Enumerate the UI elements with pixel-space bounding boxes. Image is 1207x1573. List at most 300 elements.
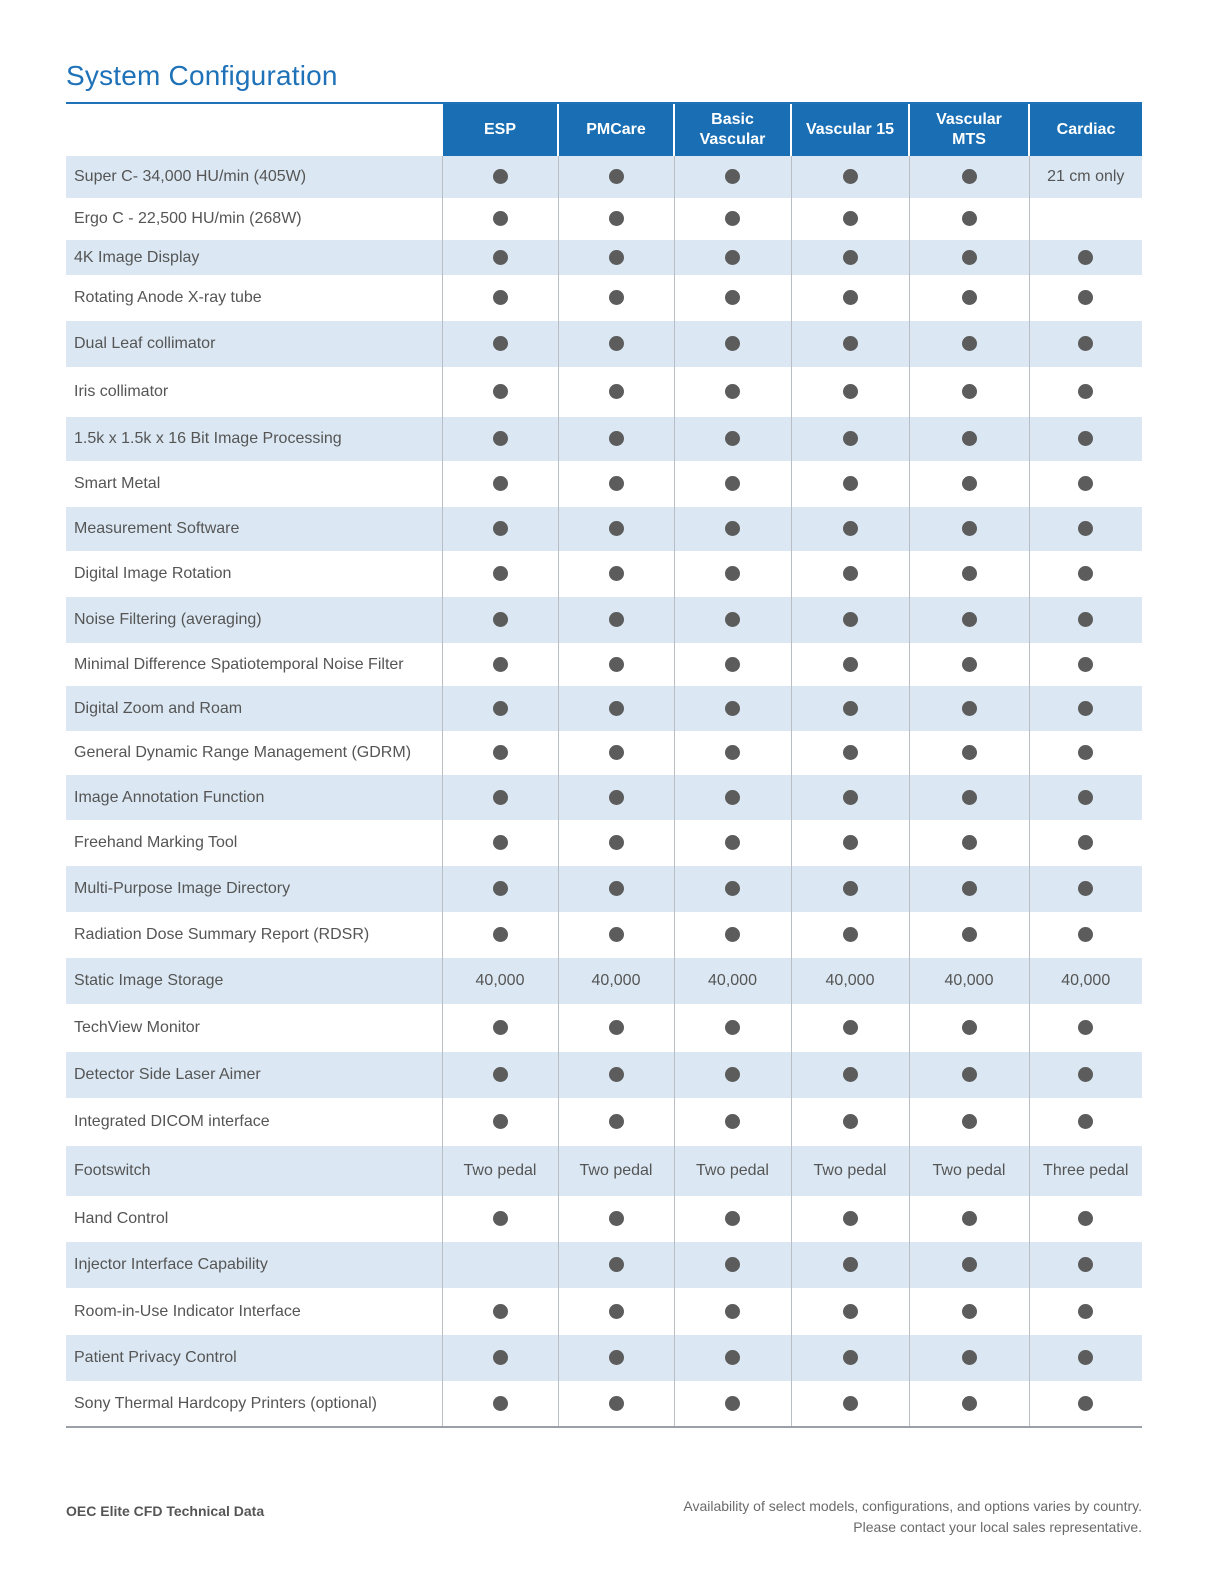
table-cell: [1029, 1004, 1142, 1052]
included-dot-icon: [725, 476, 740, 491]
included-dot-icon: [493, 657, 508, 672]
included-dot-icon: [493, 790, 508, 805]
feature-label: Patient Privacy Control: [66, 1335, 442, 1381]
included-dot-icon: [843, 290, 858, 305]
included-dot-icon: [1078, 881, 1093, 896]
included-dot-icon: [725, 790, 740, 805]
table-cell: [909, 1381, 1029, 1427]
table-row: [66, 958, 1142, 1004]
table-cell: [791, 1004, 909, 1052]
table-cell: [558, 461, 674, 507]
included-dot-icon: [843, 1114, 858, 1129]
included-dot-icon: [843, 1257, 858, 1272]
feature-label: TechView Monitor: [66, 1004, 442, 1052]
included-dot-icon: [1078, 250, 1093, 265]
included-dot-icon: [962, 881, 977, 896]
included-dot-icon: [609, 1020, 624, 1035]
table-cell: [791, 1052, 909, 1098]
table-cell: [909, 686, 1029, 731]
page-title: System Configuration: [66, 60, 338, 91]
table-cell: [674, 686, 791, 731]
table-cell: 40,000: [791, 958, 909, 1004]
feature-label: Freehand Marking Tool: [66, 820, 442, 866]
table-cell: [909, 866, 1029, 912]
table-cell: [1029, 321, 1142, 367]
included-dot-icon: [1078, 1067, 1093, 1082]
table-cell: [674, 367, 791, 417]
table-cell: Two pedal: [558, 1146, 674, 1196]
included-dot-icon: [1078, 431, 1093, 446]
included-dot-icon: [725, 566, 740, 581]
table-cell: [791, 866, 909, 912]
included-dot-icon: [725, 745, 740, 760]
table-cell: [909, 461, 1029, 507]
table-cell: [558, 1052, 674, 1098]
table-cell: Two pedal: [791, 1146, 909, 1196]
included-dot-icon: [609, 336, 624, 351]
table-cell: [909, 367, 1029, 417]
table-cell: [1029, 1335, 1142, 1381]
table-cell: [909, 1004, 1029, 1052]
included-dot-icon: [493, 1396, 508, 1411]
table-cell: [791, 551, 909, 597]
table-cell: [674, 597, 791, 643]
feature-label: 4K Image Display: [66, 240, 442, 275]
included-dot-icon: [609, 566, 624, 581]
feature-label: Sony Thermal Hardcopy Printers (optional): [66, 1381, 442, 1427]
included-dot-icon: [843, 657, 858, 672]
included-dot-icon: [609, 657, 624, 672]
feature-label: Iris collimator: [66, 367, 442, 417]
included-dot-icon: [725, 927, 740, 942]
included-dot-icon: [609, 250, 624, 265]
included-dot-icon: [725, 1350, 740, 1365]
included-dot-icon: [1078, 835, 1093, 850]
table-cell: [442, 1052, 558, 1098]
table-cell: [558, 686, 674, 731]
feature-column-header: [66, 104, 442, 156]
table-cell: [1029, 1052, 1142, 1098]
table-cell: [1029, 367, 1142, 417]
included-dot-icon: [843, 835, 858, 850]
feature-label: General Dynamic Range Management (GDRM): [66, 731, 442, 775]
table-cell: [791, 643, 909, 686]
table-cell: [909, 731, 1029, 775]
table-cell: [558, 198, 674, 240]
table-bottom-rule: [66, 1426, 1142, 1428]
table-cell: [674, 156, 791, 198]
included-dot-icon: [493, 1020, 508, 1035]
table-cell: [558, 1242, 674, 1288]
included-dot-icon: [493, 1350, 508, 1365]
feature-label: Smart Metal: [66, 461, 442, 507]
table-cell: [442, 156, 558, 198]
feature-label: Hand Control: [66, 1196, 442, 1242]
included-dot-icon: [493, 612, 508, 627]
included-dot-icon: [725, 1257, 740, 1272]
included-dot-icon: [843, 612, 858, 627]
included-dot-icon: [962, 250, 977, 265]
included-dot-icon: [962, 927, 977, 942]
included-dot-icon: [962, 1020, 977, 1035]
table-cell: [1029, 507, 1142, 551]
table-cell: [558, 731, 674, 775]
table-cell: [909, 507, 1029, 551]
table-cell: [442, 731, 558, 775]
table-cell: [674, 240, 791, 275]
table-cell: [1029, 643, 1142, 686]
included-dot-icon: [843, 476, 858, 491]
table-cell: [1029, 1196, 1142, 1242]
table-cell: [1029, 775, 1142, 820]
table-cell: [674, 551, 791, 597]
included-dot-icon: [843, 384, 858, 399]
table-cell: [558, 643, 674, 686]
included-dot-icon: [1078, 384, 1093, 399]
included-dot-icon: [609, 835, 624, 850]
table-cell: [791, 240, 909, 275]
table-cell: [791, 1242, 909, 1288]
table-cell: [442, 597, 558, 643]
feature-label: Super C- 34,000 HU/min (405W): [66, 156, 442, 198]
table-cell: [791, 1335, 909, 1381]
table-cell: [791, 912, 909, 958]
table-cell: [558, 866, 674, 912]
included-dot-icon: [493, 476, 508, 491]
included-dot-icon: [962, 1396, 977, 1411]
table-cell: [442, 198, 558, 240]
table-cell: [909, 275, 1029, 321]
included-dot-icon: [843, 431, 858, 446]
table-cell: [558, 156, 674, 198]
table-cell: [674, 820, 791, 866]
included-dot-icon: [843, 1067, 858, 1082]
included-dot-icon: [1078, 1020, 1093, 1035]
included-dot-icon: [843, 169, 858, 184]
included-dot-icon: [609, 1396, 624, 1411]
table-cell: 40,000: [1029, 958, 1142, 1004]
table-cell: 21 cm only: [1029, 156, 1142, 198]
included-dot-icon: [725, 1020, 740, 1035]
included-dot-icon: [725, 701, 740, 716]
table-row: [66, 1335, 1142, 1381]
table-cell: [442, 1004, 558, 1052]
included-dot-icon: [609, 745, 624, 760]
included-dot-icon: [493, 1304, 508, 1319]
table-cell: [442, 507, 558, 551]
included-dot-icon: [1078, 1114, 1093, 1129]
table-cell: [558, 912, 674, 958]
table-cell: [442, 417, 558, 461]
table-cell: [442, 551, 558, 597]
table-cell: [1029, 912, 1142, 958]
table-cell: [1029, 198, 1142, 240]
table-cell: [442, 1098, 558, 1146]
included-dot-icon: [843, 250, 858, 265]
column-header-pmcare: PMCare: [558, 104, 674, 156]
included-dot-icon: [962, 1067, 977, 1082]
table-cell: [1029, 551, 1142, 597]
included-dot-icon: [843, 336, 858, 351]
table-cell: Two pedal: [909, 1146, 1029, 1196]
table-cell: [1029, 1242, 1142, 1288]
included-dot-icon: [843, 1396, 858, 1411]
table-cell: [791, 686, 909, 731]
included-dot-icon: [962, 657, 977, 672]
column-header-basic-vascular: Basic Vascular: [674, 104, 791, 156]
included-dot-icon: [843, 1211, 858, 1226]
table-cell: [558, 1381, 674, 1427]
table-cell: Two pedal: [674, 1146, 791, 1196]
table-cell: [442, 240, 558, 275]
table-cell: [909, 156, 1029, 198]
included-dot-icon: [725, 612, 740, 627]
table-row: [66, 367, 1142, 417]
feature-label: Detector Side Laser Aimer: [66, 1052, 442, 1098]
table-cell: [674, 461, 791, 507]
table-cell: [791, 1098, 909, 1146]
included-dot-icon: [843, 745, 858, 760]
table-cell: [558, 551, 674, 597]
included-dot-icon: [843, 1304, 858, 1319]
included-dot-icon: [609, 612, 624, 627]
included-dot-icon: [725, 211, 740, 226]
included-dot-icon: [843, 790, 858, 805]
table-cell: [1029, 866, 1142, 912]
configuration-table: [66, 104, 1142, 1427]
table-cell: [442, 1381, 558, 1427]
included-dot-icon: [725, 336, 740, 351]
table-cell: [558, 775, 674, 820]
included-dot-icon: [609, 790, 624, 805]
table-cell: [558, 321, 674, 367]
table-cell: Two pedal: [442, 1146, 558, 1196]
table-cell: [558, 1098, 674, 1146]
included-dot-icon: [609, 1350, 624, 1365]
table-cell: [909, 912, 1029, 958]
included-dot-icon: [725, 1067, 740, 1082]
included-dot-icon: [962, 1211, 977, 1226]
included-dot-icon: [725, 290, 740, 305]
table-cell: [1029, 240, 1142, 275]
table-cell: [674, 731, 791, 775]
table-row: [66, 597, 1142, 643]
included-dot-icon: [725, 250, 740, 265]
feature-label: Measurement Software: [66, 507, 442, 551]
table-cell: [1029, 820, 1142, 866]
table-body: [66, 156, 1142, 1427]
table-cell: [909, 643, 1029, 686]
included-dot-icon: [1078, 657, 1093, 672]
table-row: [66, 1196, 1142, 1242]
included-dot-icon: [609, 1257, 624, 1272]
table-row: [66, 156, 1142, 198]
feature-label: Static Image Storage: [66, 958, 442, 1004]
table-cell: [442, 1242, 558, 1288]
table-row: [66, 275, 1142, 321]
table-cell: [909, 240, 1029, 275]
included-dot-icon: [725, 431, 740, 446]
table-cell: [442, 1288, 558, 1335]
table-cell: [791, 275, 909, 321]
included-dot-icon: [962, 701, 977, 716]
included-dot-icon: [962, 1257, 977, 1272]
included-dot-icon: [609, 476, 624, 491]
column-header-cardiac: Cardiac: [1029, 104, 1142, 156]
table-cell: [674, 1381, 791, 1427]
table-cell: [558, 240, 674, 275]
included-dot-icon: [962, 835, 977, 850]
table-cell: 40,000: [442, 958, 558, 1004]
included-dot-icon: [962, 521, 977, 536]
included-dot-icon: [725, 1304, 740, 1319]
included-dot-icon: [493, 431, 508, 446]
table-cell: [909, 1196, 1029, 1242]
included-dot-icon: [1078, 521, 1093, 536]
table-cell: [909, 1242, 1029, 1288]
included-dot-icon: [493, 250, 508, 265]
included-dot-icon: [493, 1067, 508, 1082]
feature-label: Radiation Dose Summary Report (RDSR): [66, 912, 442, 958]
column-header-vascular-mts: Vascular MTS: [909, 104, 1029, 156]
included-dot-icon: [843, 566, 858, 581]
table-cell: [1029, 461, 1142, 507]
included-dot-icon: [962, 566, 977, 581]
table-cell: [1029, 1288, 1142, 1335]
table-cell: [674, 1335, 791, 1381]
table-cell: [674, 275, 791, 321]
table-cell: [791, 1288, 909, 1335]
feature-label: Digital Zoom and Roam: [66, 686, 442, 731]
included-dot-icon: [493, 1114, 508, 1129]
included-dot-icon: [493, 745, 508, 760]
included-dot-icon: [962, 169, 977, 184]
table-cell: [442, 820, 558, 866]
table-row: [66, 912, 1142, 958]
included-dot-icon: [1078, 701, 1093, 716]
included-dot-icon: [843, 1350, 858, 1365]
included-dot-icon: [609, 211, 624, 226]
included-dot-icon: [962, 1350, 977, 1365]
included-dot-icon: [493, 927, 508, 942]
table-cell: [1029, 417, 1142, 461]
included-dot-icon: [962, 745, 977, 760]
included-dot-icon: [493, 566, 508, 581]
table-cell: [442, 275, 558, 321]
included-dot-icon: [493, 701, 508, 716]
included-dot-icon: [1078, 790, 1093, 805]
table-cell: [791, 1381, 909, 1427]
table-cell: [791, 820, 909, 866]
table-row: [66, 198, 1142, 240]
included-dot-icon: [843, 521, 858, 536]
table-cell: [558, 1004, 674, 1052]
included-dot-icon: [962, 384, 977, 399]
table-cell: [558, 1335, 674, 1381]
table-cell: [674, 643, 791, 686]
included-dot-icon: [1078, 745, 1093, 760]
table-cell: [791, 367, 909, 417]
included-dot-icon: [1078, 927, 1093, 942]
table-row: [66, 1242, 1142, 1288]
table-cell: [909, 551, 1029, 597]
included-dot-icon: [1078, 1350, 1093, 1365]
table-cell: [909, 198, 1029, 240]
feature-label: Room-in-Use Indicator Interface: [66, 1288, 442, 1335]
included-dot-icon: [962, 790, 977, 805]
table-cell: [791, 597, 909, 643]
table-cell: [674, 198, 791, 240]
included-dot-icon: [962, 1304, 977, 1319]
included-dot-icon: [843, 881, 858, 896]
header-row: [66, 104, 1142, 156]
included-dot-icon: [493, 521, 508, 536]
included-dot-icon: [962, 431, 977, 446]
included-dot-icon: [609, 927, 624, 942]
included-dot-icon: [725, 835, 740, 850]
table-cell: [791, 461, 909, 507]
table-cell: [909, 417, 1029, 461]
table-cell: [909, 1052, 1029, 1098]
feature-label: 1.5k x 1.5k x 16 Bit Image Processing: [66, 417, 442, 461]
table-cell: [442, 686, 558, 731]
document-name: OEC Elite CFD Technical Data: [66, 1503, 265, 1519]
table-cell: [909, 775, 1029, 820]
included-dot-icon: [962, 336, 977, 351]
included-dot-icon: [843, 211, 858, 226]
feature-label: Dual Leaf collimator: [66, 321, 442, 367]
included-dot-icon: [725, 881, 740, 896]
included-dot-icon: [843, 927, 858, 942]
table-row: [66, 551, 1142, 597]
table-row: [66, 866, 1142, 912]
table-row: [66, 1381, 1142, 1427]
feature-label: Noise Filtering (averaging): [66, 597, 442, 643]
table-cell: [442, 461, 558, 507]
table-cell: [791, 156, 909, 198]
included-dot-icon: [609, 290, 624, 305]
table-cell: [558, 820, 674, 866]
table-cell: [791, 1196, 909, 1242]
feature-label: Footswitch: [66, 1146, 442, 1196]
included-dot-icon: [1078, 1257, 1093, 1272]
included-dot-icon: [609, 701, 624, 716]
table-cell: [791, 507, 909, 551]
included-dot-icon: [725, 1396, 740, 1411]
table-cell: [1029, 686, 1142, 731]
table-cell: [909, 1098, 1029, 1146]
column-header-vascular-15: Vascular 15: [791, 104, 909, 156]
table-cell: [442, 321, 558, 367]
included-dot-icon: [609, 1114, 624, 1129]
included-dot-icon: [1078, 336, 1093, 351]
table-cell: [674, 507, 791, 551]
included-dot-icon: [1078, 1304, 1093, 1319]
included-dot-icon: [962, 1114, 977, 1129]
included-dot-icon: [725, 1114, 740, 1129]
table-cell: [1029, 275, 1142, 321]
table-cell: [1029, 1098, 1142, 1146]
table-cell: [674, 1098, 791, 1146]
table-cell: [791, 198, 909, 240]
included-dot-icon: [609, 169, 624, 184]
table-cell: [442, 1196, 558, 1242]
feature-label: Minimal Difference Spatiotemporal Noise Filter: [66, 643, 442, 686]
included-dot-icon: [843, 1020, 858, 1035]
table-cell: [558, 597, 674, 643]
included-dot-icon: [725, 384, 740, 399]
included-dot-icon: [609, 431, 624, 446]
